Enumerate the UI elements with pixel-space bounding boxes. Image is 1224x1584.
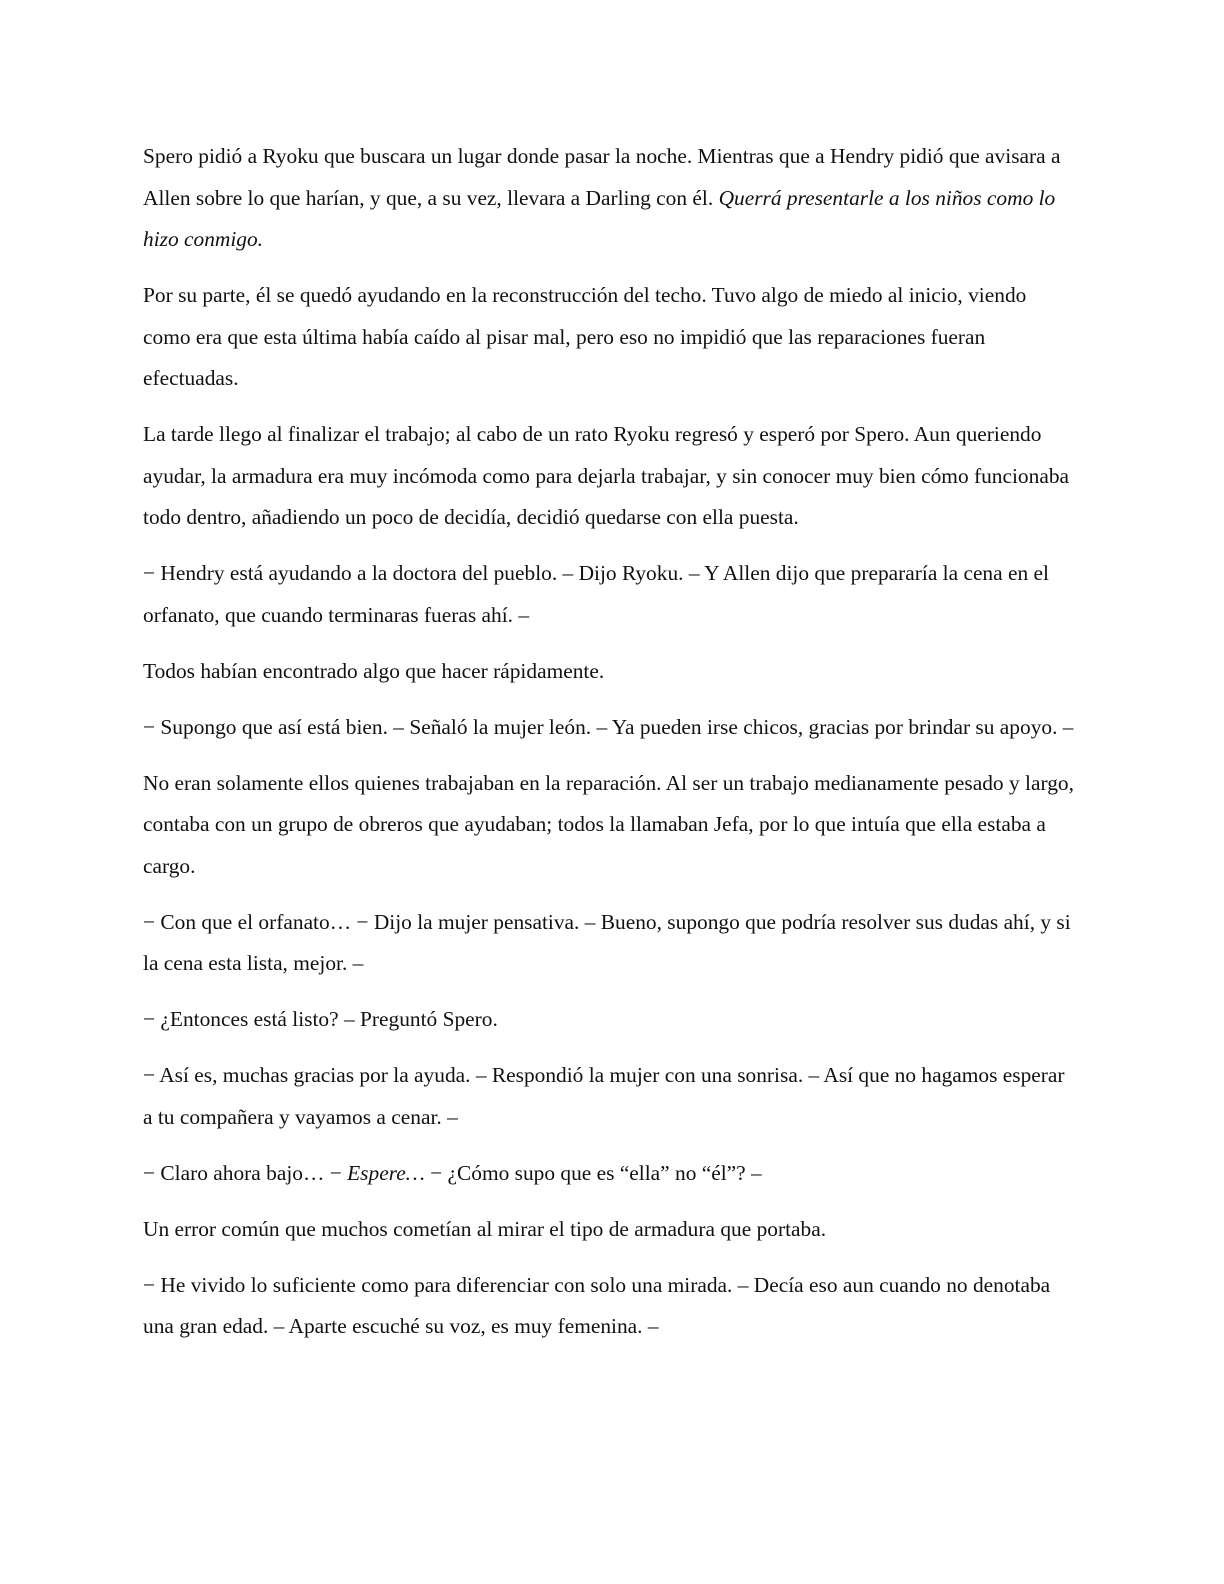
paragraph-10: − Así es, muchas gracias por la ayuda. – Respondió la mujer con una sonrisa. – Así que no hagamos esperar a tu compañera y vayamos a cenar. – xyxy=(143,1063,1065,1129)
paragraph-1-text: Spero pidió a Ryoku que buscara un lugar donde pasar la noche. Mientras que a Hendry pidió que avisara a Allen sobre lo que harían, y que, a su vez, llevara a Darling con él. xyxy=(143,144,1061,210)
paragraph-5: Todos habían encontrado algo que hacer rápidamente. xyxy=(143,658,605,683)
paragraph-6: − Supongo que así está bien. – Señaló la mujer león. – Ya pueden irse chicos, gracias por brindar su apoyo. – xyxy=(143,714,1074,739)
document-body xyxy=(143,136,1078,1362)
paragraph-4: − Hendry está ayudando a la doctora del pueblo. – Dijo Ryoku. – Y Allen dijo que prepararía la cena en el orfanato, que cuando terminaras fueras ahí. – xyxy=(143,561,1049,627)
paragraph-2: Por su parte, él se quedó ayudando en la reconstrucción del techo. Tuvo algo de miedo al inicio, viendo como era que esta última había caído al pisar mal, pero eso no impidió que las reparaciones fueran efectuadas. xyxy=(143,283,1027,390)
paragraph-1 xyxy=(143,136,1078,261)
paragraph-11-before: − Claro ahora bajo… − xyxy=(143,1160,348,1185)
paragraph-12: Un error común que muchos cometían al mirar el tipo de armadura que portaba. xyxy=(143,1216,827,1241)
paragraph-13: − He vivido lo suficiente como para diferenciar con solo una mirada. – Decía eso aun cuando no denotaba una gran edad. – Aparte escuché su voz, es muy femenina. – xyxy=(143,1272,1051,1338)
paragraph-3: La tarde llego al finalizar el trabajo; al cabo de un rato Ryoku regresó y esperó por Spero. Aun queriendo ayudar, la armadura era muy incómoda como para dejarla trabajar, y sin conocer muy bien cómo funcionaba todo dentro, añadiendo un poco de decidía, decidió quedarse con ella puesta. xyxy=(143,422,1070,529)
paragraph-7: No eran solamente ellos quienes trabajaban en la reparación. Al ser un trabajo medianamente pesado y largo, contaba con un grupo de obreros que ayudaban; todos la llamaban Jefa, por lo que intuía que ella estaba a cargo. xyxy=(143,770,1074,878)
paragraph-11-italic: Espere… xyxy=(347,1160,425,1185)
paragraph-9: − ¿Entonces está listo? – Preguntó Spero. xyxy=(143,1007,498,1031)
paragraph-11-after: − ¿Cómo supo que es “ella” no “él”? – xyxy=(424,1160,762,1185)
paragraph-11 xyxy=(143,1153,1078,1195)
paragraph-1-italic-thought: Querrá presentarle a los niños como lo hizo conmigo. xyxy=(143,185,1056,251)
paragraph-8: − Con que el orfanato… − Dijo la mujer pensativa. – Bueno, supongo que podría resolver sus dudas ahí, y si la cena esta lista, mejor. – xyxy=(143,909,1071,975)
